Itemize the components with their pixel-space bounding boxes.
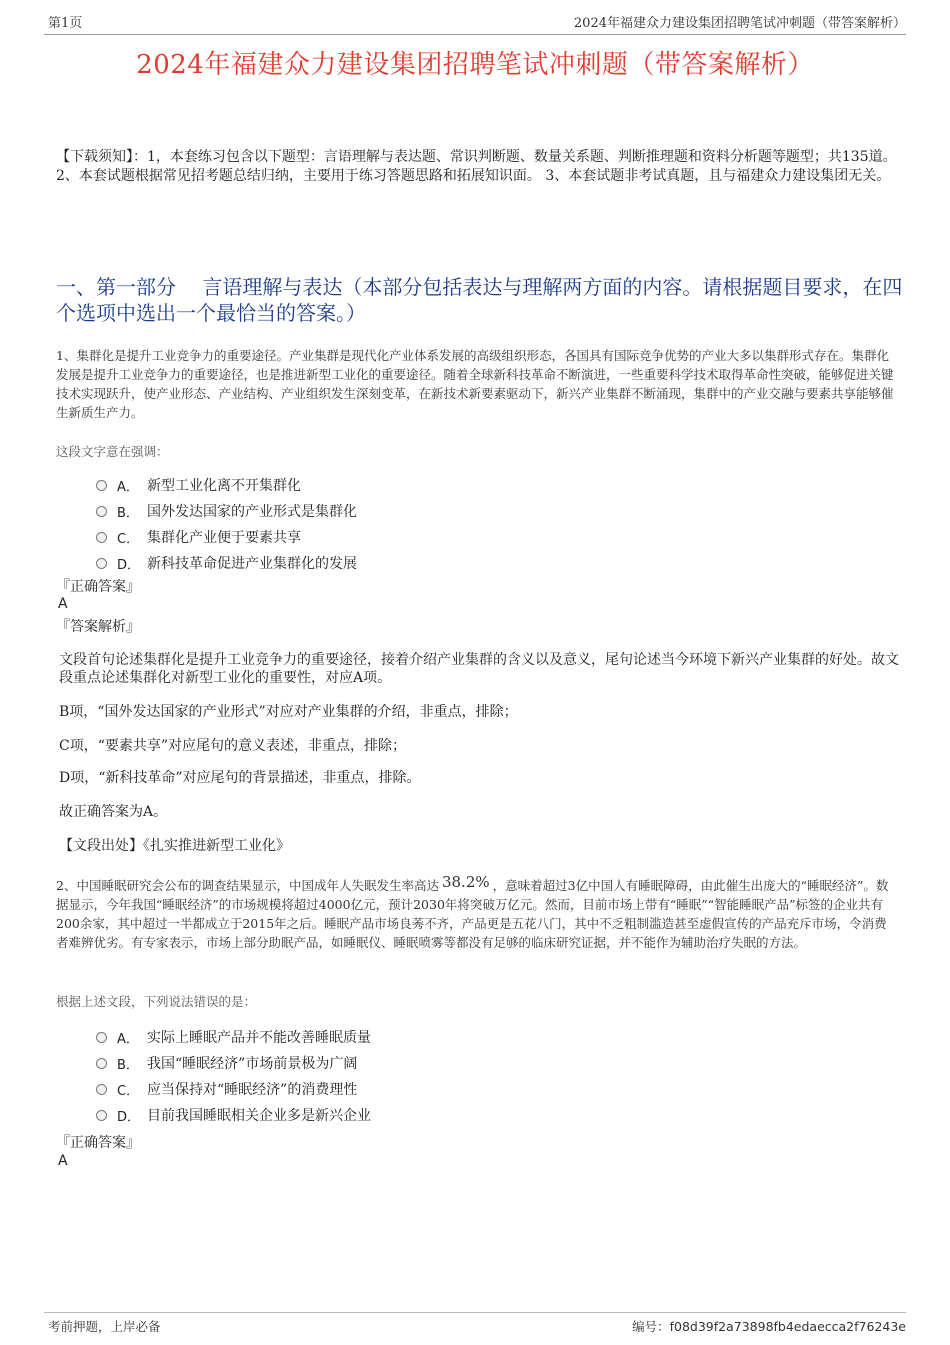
answer-value: A — [58, 1153, 68, 1169]
rate-formula: 38.2% — [441, 873, 490, 891]
option-a[interactable]: A． 实际上睡眠产品并不能改善睡眠质量 — [96, 1024, 371, 1050]
analysis-paragraph-3: C项，“要素共享”对应尾句的意义表述，非重点，排除； — [59, 738, 407, 754]
radio-icon[interactable] — [96, 1084, 107, 1095]
header-divider — [44, 34, 906, 35]
footer-divider — [44, 1312, 906, 1313]
option-text: 应当保持对“睡眠经济”的消费理性 — [147, 1082, 358, 1098]
option-text: 新型工业化离不开集群化 — [147, 478, 301, 494]
question-2-stem: 2、中国睡眠研究会公布的调查结果显示，中国成年人失眠发生率高达 38.2% ，意味着超过3亿中国人有睡眠障碍，由此催生出庞大的“睡眠经济”。数据显示，今年我国“睡眠经济”的市场规模将超过4000亿元，预计2030年将突破万亿元。然而，目前市场上带有“睡眠”“智能睡眠产品”标签的企业共有200余家，其中超过一半都成立于2015年之后。睡眠产品市场良莠不齐，产品更是五花八门，其中不乏粗制滥造甚至虚假宣传的产品充斥市场，令消费者难辨优劣。有专家表示，市场上部分助眠产品，如睡眠仪、睡眠喷雾等都没有足够的临床研究证据，并不能作为辅助治疗失眠的方法。 — [56, 873, 889, 950]
radio-icon[interactable] — [96, 532, 107, 543]
question-1-prompt: 这段文字意在强调： — [56, 444, 169, 459]
text-source: 【文段出处】《扎实推进新型工业化》 — [59, 838, 290, 854]
option-b[interactable]: B． 国外发达国家的产业形式是集群化 — [96, 498, 357, 524]
option-d[interactable]: D． 目前我国睡眠相关企业多是新兴企业 — [96, 1102, 371, 1128]
footer-slogan: 考前押题，上岸必备 — [48, 1319, 161, 1334]
question-2-options — [96, 1024, 371, 1128]
question-2-prompt: 根据上述文段，下列说法错误的是： — [56, 994, 257, 1009]
answer-label: 『正确答案』 — [56, 1135, 140, 1151]
analysis-paragraph-5: 故正确答案为A。 — [59, 804, 168, 820]
option-a[interactable]: A． 新型工业化离不开集群化 — [96, 472, 357, 498]
analysis-paragraph-1: 文段首句论述集群化是提升工业竞争力的重要途径，接着介绍产业集群的含义以及意义，尾句论述当今环境下新兴产业集群的好处。故文段重点论述集群化对新型工业化的重要性，对应A项。 — [59, 652, 899, 686]
section-heading: 一、第一部分 言语理解与表达（本部分包括表达与理解两方面的内容。请根据题目要求，在四个选项中选出一个最恰当的答案。） — [56, 275, 903, 325]
option-text: 实际上睡眠产品并不能改善睡眠质量 — [147, 1030, 371, 1046]
radio-icon[interactable] — [96, 558, 107, 569]
document-id: 编号：f08d39f2a73898fb4edaecca2f76243e — [632, 1319, 906, 1334]
option-c[interactable]: C． 应当保持对“睡眠经济”的消费理性 — [96, 1076, 371, 1102]
option-text: 集群化产业便于要素共享 — [147, 530, 301, 546]
running-header-title: 2024年福建众力建设集团招聘笔试冲刺题（带答案解析） — [573, 16, 906, 31]
radio-icon[interactable] — [96, 1110, 107, 1121]
option-text: 目前我国睡眠相关企业多是新兴企业 — [147, 1108, 371, 1124]
radio-icon[interactable] — [96, 1058, 107, 1069]
question-1-stem: 1、集群化是提升工业竞争力的重要途径。产业集群是现代化产业体系发展的高级组织形态，各国具有国际竞争优势的产业大多以集群形式存在。集群化发展是提升工业竞争力的重要途径，也是推进新型工业化的重要途径。随着全球新科技革命不断演进，一些重要科学技术取得革命性突破，能够促进关键技术实现跃升，使产业形态、产业结构、产业组织发生深刻变革，在新技术新要素驱动下，新兴产业集群不断涌现，集群中的产业交融与要素共享能够催生新质生产力。 — [56, 348, 894, 420]
answer-label: 『正确答案』 — [56, 579, 140, 595]
radio-icon[interactable] — [96, 1032, 107, 1043]
answer-value: A — [58, 596, 68, 612]
download-notice: 【下载须知】：1，本套练习包含以下题型：言语理解与表达题、常识判断题、数量关系题、判断推理题和资料分析题等题型；共135道。 2、本套试题根据常见招考题总结归纳，主要用于练习答题思路和拓展知识面。 3、本套试题非考试真题，且与福建众力建设集团无关。 — [56, 149, 897, 184]
analysis-label: 『答案解析』 — [56, 619, 140, 635]
radio-icon[interactable] — [96, 506, 107, 517]
option-text: 我国“睡眠经济”市场前景极为广阔 — [147, 1056, 358, 1072]
analysis-paragraph-4: D项，“新科技革命”对应尾句的背景描述，非重点，排除。 — [59, 770, 421, 786]
option-text: 国外发达国家的产业形式是集群化 — [147, 504, 357, 520]
analysis-paragraph-2: B项，“国外发达国家的产业形式”对应对产业集群的介绍，非重点，排除； — [59, 704, 518, 720]
document-title: 2024年福建众力建设集团招聘笔试冲刺题（带答案解析） — [136, 50, 814, 80]
page-number: 第1页 — [48, 16, 83, 31]
radio-icon[interactable] — [96, 480, 107, 491]
option-text: 新科技革命促进产业集群化的发展 — [147, 556, 357, 572]
question-1-options — [96, 472, 357, 576]
option-c[interactable]: C． 集群化产业便于要素共享 — [96, 524, 357, 550]
option-b[interactable]: B． 我国“睡眠经济”市场前景极为广阔 — [96, 1050, 371, 1076]
option-d[interactable]: D． 新科技革命促进产业集群化的发展 — [96, 550, 357, 576]
